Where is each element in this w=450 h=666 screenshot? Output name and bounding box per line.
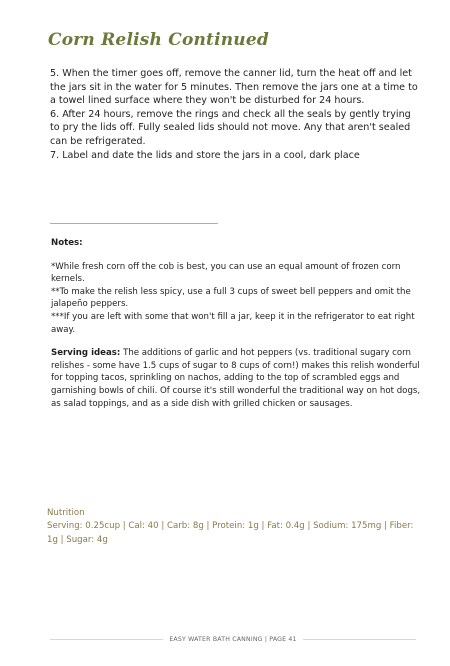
footer-text: EASY WATER BATH CANNING | PAGE 41: [169, 635, 297, 643]
page-footer: [50, 633, 416, 645]
step-5: 5. When the timer goes off, remove the canner lid, turn the heat off and let the jars sit in the water for 5 minutes. Then remove the jars one at a time to a towel lined surface where they won't be disturbed for 24 hours.: [50, 68, 418, 107]
page-title: Corn Relish Continued: [48, 30, 269, 50]
serving-ideas-label: Serving ideas:: [51, 348, 121, 359]
footer-rule-right: [303, 639, 416, 640]
notes-heading: Notes:: [51, 238, 83, 248]
section-divider: [50, 223, 218, 224]
instruction-steps: [50, 67, 422, 162]
nutrition-heading: Nutrition: [47, 508, 85, 518]
nutrition-facts: Serving: 0.25cup | Cal: 40 | Carb: 8g | Protein: 1g | Fat: 0.4g | Sodium: 175mg | Fiber: 1g | Sugar: 4g: [47, 521, 414, 545]
step-7: 7. Label and date the lids and store the jars in a cool, dark place: [50, 149, 360, 161]
footer-rule-left: [50, 639, 163, 640]
note-item: **To make the relish less spicy, use a full 3 cups of sweet bell peppers and omit the jalapeño peppers.: [51, 286, 411, 310]
serving-ideas-text: The additions of garlic and hot peppers (vs. traditional sugary corn relishes - some have 1.5 cups of sugar to 8 cups of corn!) makes this relish wonderful for topping tacos, sprinkling on nachos, adding to the top of scrambled eggs and garnishing bowls of chili. Of course it's still wonderful the traditional way on hot dogs, as salad toppings, and as a side dish with grilled chicken or sausages.: [51, 348, 421, 409]
nutrition-section: [47, 507, 417, 547]
note-item: *While fresh corn off the cob is best, you can use an equal amount of frozen corn kernels.: [51, 261, 401, 285]
step-6: 6. After 24 hours, remove the rings and check all the seals by gently trying to pry the lids off. Fully sealed lids should not move. Any that aren't sealed can be refrigerated.: [50, 108, 411, 147]
serving-ideas: [51, 347, 423, 410]
note-item: ***If you are left with some that won't fill a jar, keep it in the refrigerator to eat right away.: [51, 311, 415, 335]
notes-section: [51, 237, 423, 410]
